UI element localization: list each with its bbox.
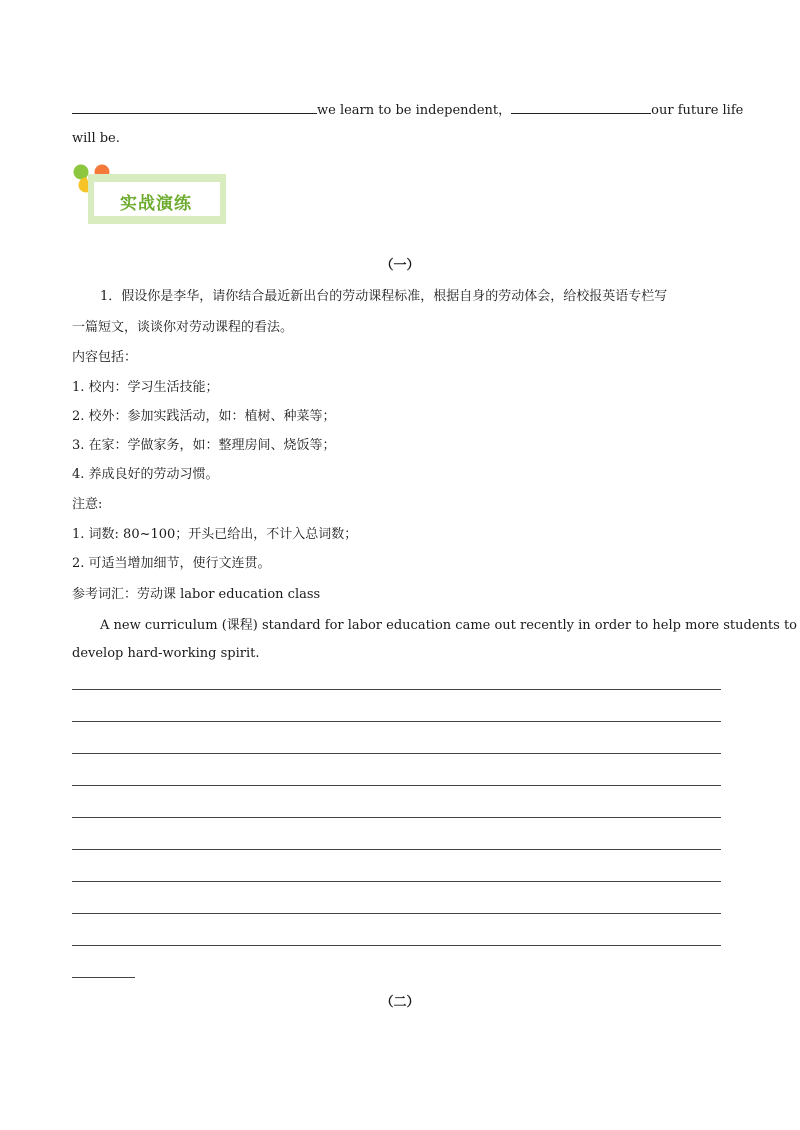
writing-line-6[interactable] bbox=[72, 849, 721, 850]
part-two-heading: （二） bbox=[380, 995, 420, 1010]
content-heading: 内容包括： bbox=[72, 350, 138, 365]
banner-label: 实战演练 bbox=[120, 194, 192, 214]
content-item-3: 3. 在家：学做家务，如：整理房间、烧饭等； bbox=[72, 438, 336, 453]
content-item-1: 1. 校内：学习生活技能； bbox=[72, 380, 219, 395]
content-item-2: 2. 校外：参加实践活动，如：植树、种菜等； bbox=[72, 409, 336, 424]
content-item-4: 4. 养成良好的劳动习惯。 bbox=[72, 467, 219, 482]
writing-line-9[interactable] bbox=[72, 945, 721, 946]
writing-line-3[interactable] bbox=[72, 753, 721, 754]
answer-blank-2[interactable] bbox=[511, 100, 651, 114]
vocabulary-hint: 参考词汇：劳动课 labor education class bbox=[72, 587, 321, 602]
notes-item-1: 1. 词数: 80~100；开头已给出，不计入总词数； bbox=[72, 527, 358, 542]
sentence-part2: our future life bbox=[651, 103, 744, 118]
task-prompt-line1: 1．假设你是李华，请你结合最近新出台的劳动课程标准，根据自身的劳动体会，给校报英语专栏写 bbox=[100, 289, 668, 304]
writing-line-1[interactable] bbox=[72, 689, 721, 690]
top-sentence-line2: will be. bbox=[72, 131, 120, 146]
sentence-part1: we learn to be independent， bbox=[317, 103, 512, 118]
notes-heading: 注意: bbox=[72, 497, 103, 512]
answer-blank-1[interactable] bbox=[72, 100, 317, 114]
writing-line-8[interactable] bbox=[72, 913, 721, 914]
writing-line-4[interactable] bbox=[72, 785, 721, 786]
task-prompt-line2: 一篇短文，谈谈你对劳动课程的看法。 bbox=[72, 320, 294, 335]
notes-item-2: 2. 可适当增加细节，使行文连贯。 bbox=[72, 556, 271, 571]
writing-line-5[interactable] bbox=[72, 817, 721, 818]
top-sentence-line1 bbox=[72, 99, 744, 118]
writing-line-2[interactable] bbox=[72, 721, 721, 722]
opening-sentence-line1: A new curriculum (课程) standard for labor education came out recently in order to help more students to bbox=[100, 618, 797, 633]
section-banner bbox=[72, 162, 228, 226]
writing-line-10[interactable] bbox=[72, 977, 135, 978]
part-one-heading: （一） bbox=[380, 258, 420, 273]
banner-box bbox=[88, 174, 226, 224]
opening-sentence-line2: develop hard-working spirit. bbox=[72, 646, 260, 661]
writing-line-7[interactable] bbox=[72, 881, 721, 882]
